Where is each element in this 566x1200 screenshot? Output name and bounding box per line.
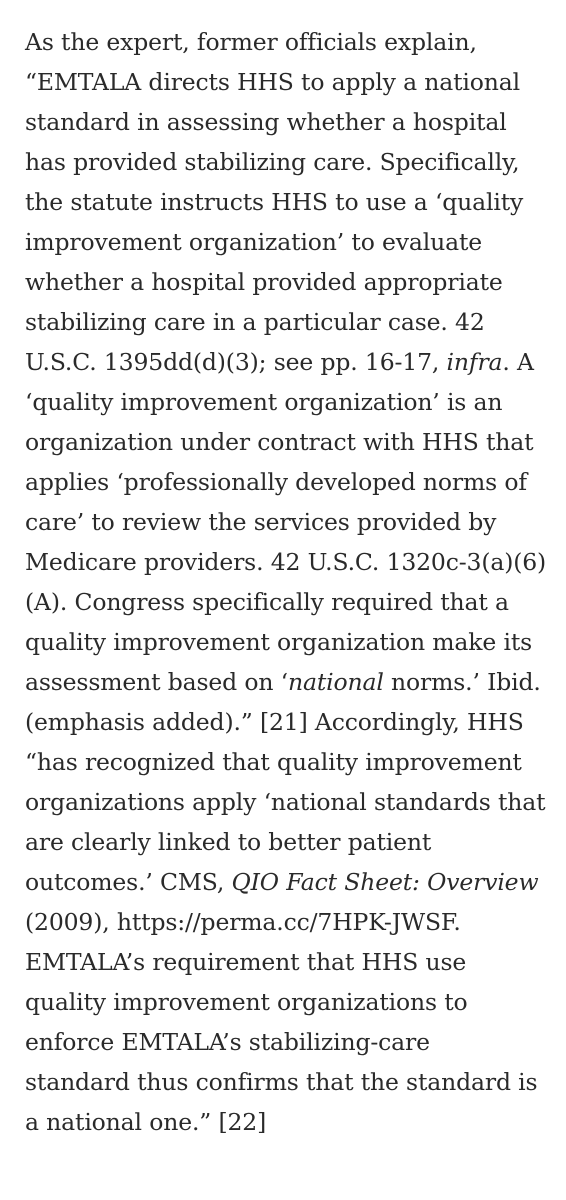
- text-line: [25, 182, 559, 222]
- text-segment: standard thus confirms that the standard is: [25, 1068, 538, 1096]
- text-line: [25, 142, 559, 182]
- text-line: [25, 502, 559, 542]
- text-line: [25, 1062, 559, 1102]
- text-line: [25, 382, 559, 422]
- italic-text-segment: national: [288, 668, 384, 696]
- text-segment: care’ to review the services provided by: [25, 508, 497, 536]
- text-segment: ‘quality improvement organization’ is an: [25, 388, 503, 416]
- text-segment: “EMTALA directs HHS to apply a national: [25, 68, 520, 96]
- text-segment: outcomes.’ CMS,: [25, 868, 232, 896]
- text-line: [25, 1022, 559, 1062]
- text-line: [25, 782, 559, 822]
- text-line: [25, 62, 559, 102]
- text-line: [25, 622, 559, 662]
- text-segment: organizations apply ‘national standards that: [25, 788, 546, 816]
- text-line: [25, 462, 559, 502]
- text-segment: As the expert, former officials explain,: [25, 28, 477, 56]
- text-line: [25, 982, 559, 1022]
- text-segment: quality improvement organization make its: [25, 628, 533, 656]
- text-line: [25, 822, 559, 862]
- text-segment: (2009), https://perma.cc/7HPK-JWSF.: [25, 908, 461, 936]
- text-segment: “has recognized that quality improvement: [25, 748, 522, 776]
- text-line: [25, 342, 559, 382]
- text-line: [25, 702, 559, 742]
- text-segment: norms.’ Ibid.: [383, 668, 541, 696]
- text-segment: are clearly linked to better patient: [25, 828, 432, 856]
- text-line: [25, 542, 559, 582]
- italic-text-segment: QIO Fact Sheet: Overview: [231, 868, 539, 896]
- text-segment: stabilizing care in a particular case. 42: [25, 308, 485, 336]
- text-line: [25, 862, 559, 902]
- text-segment: improvement organization’ to evaluate: [25, 228, 483, 256]
- text-line: [25, 582, 559, 622]
- text-segment: (A). Congress specifically required that a: [25, 588, 509, 616]
- text-segment: Medicare providers. 42 U.S.C. 1320c-3(a)(6): [25, 548, 547, 576]
- text-segment: a national one.” [22]: [25, 1108, 267, 1136]
- text-line: [25, 302, 559, 342]
- text-segment: . A: [502, 348, 534, 376]
- text-segment: quality improvement organizations to: [25, 988, 468, 1016]
- body-text: [25, 22, 559, 1142]
- italic-text-segment: infra: [446, 348, 503, 376]
- text-segment: assessment based on ‘: [25, 668, 289, 696]
- text-line: [25, 942, 559, 982]
- text-line: [25, 1102, 559, 1142]
- text-segment: U.S.C. 1395dd(d)(3); see pp. 16-17,: [25, 348, 447, 376]
- text-line: [25, 902, 559, 942]
- text-line: [25, 742, 559, 782]
- text-segment: (emphasis added).” [21] Accordingly, HHS: [25, 708, 524, 736]
- text-line: [25, 422, 559, 462]
- text-segment: the statute instructs HHS to use a ‘quality: [25, 188, 524, 216]
- text-line: [25, 262, 559, 302]
- text-line: [25, 22, 559, 62]
- text-segment: whether a hospital provided appropriate: [25, 268, 503, 296]
- text-line: [25, 222, 559, 262]
- text-segment: applies ‘professionally developed norms of: [25, 468, 527, 496]
- text-segment: enforce EMTALA’s stabilizing-care: [25, 1028, 430, 1056]
- text-segment: organization under contract with HHS that: [25, 428, 534, 456]
- text-line: [25, 662, 559, 702]
- text-segment: standard in assessing whether a hospital: [25, 108, 507, 136]
- text-segment: has provided stabilizing care. Specifically,: [25, 148, 520, 176]
- text-segment: EMTALA’s requirement that HHS use: [25, 948, 467, 976]
- text-line: [25, 102, 559, 142]
